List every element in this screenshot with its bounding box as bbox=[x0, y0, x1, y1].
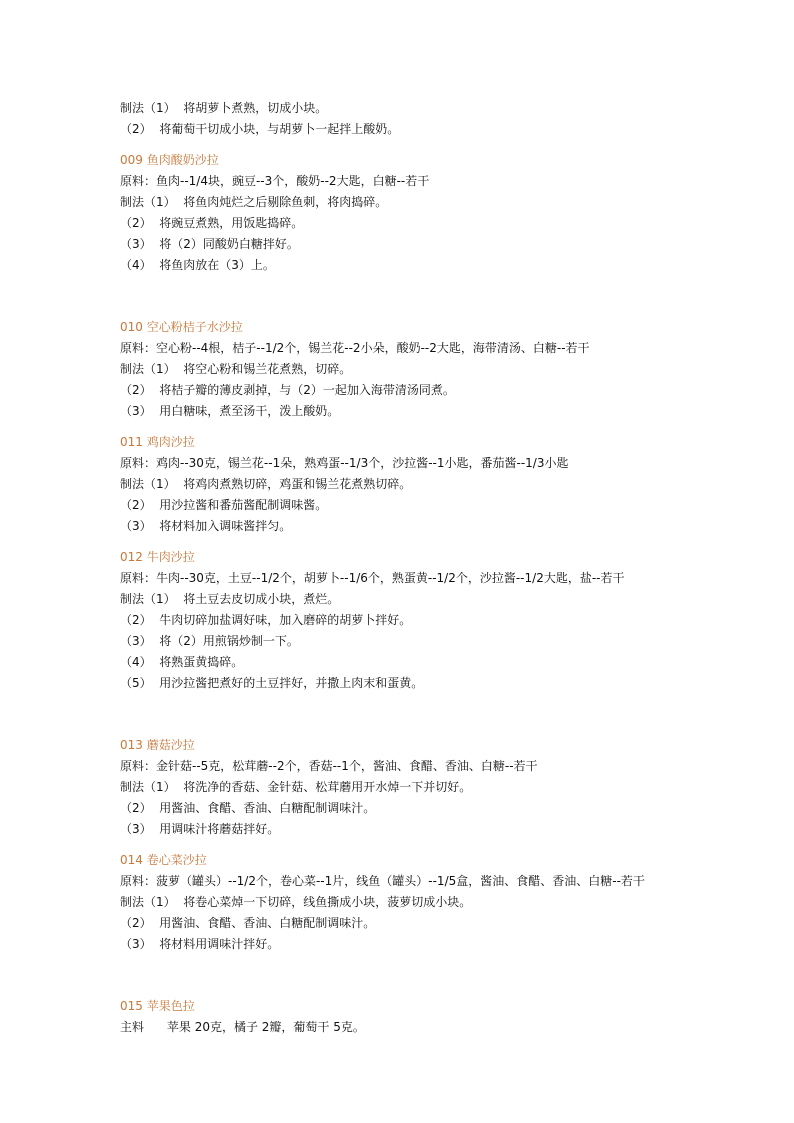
intro-line: （2） 将葡萄干切成小块，与胡萝卜一起拌上酸奶。 bbox=[120, 122, 400, 136]
recipe-013 bbox=[120, 735, 760, 840]
recipe-line: （2） 用酱油、食醋、香油、白糖配制调味汁。 bbox=[120, 916, 376, 930]
recipe-line: 制法（1） 将洗净的香菇、金针菇、松茸蘑用开水焯一下并切好。 bbox=[120, 780, 472, 794]
recipe-line: （2） 用沙拉酱和番茄酱配制调味酱。 bbox=[120, 498, 328, 512]
recipe-line: （3） 用白糖味，煮至汤干，泼上酸奶。 bbox=[120, 404, 340, 418]
recipe-line: 制法（1） 将鸡肉煮熟切碎，鸡蛋和锡兰花煮熟切碎。 bbox=[120, 477, 412, 491]
recipe-title: 012 牛肉沙拉 bbox=[120, 550, 195, 564]
recipe-014 bbox=[120, 850, 760, 955]
document-page bbox=[120, 98, 760, 1048]
spacer bbox=[120, 704, 760, 735]
recipe-line: 制法（1） 将卷心菜焯一下切碎，线鱼撕成小块，菠萝切成小块。 bbox=[120, 895, 472, 909]
recipe-line: （4） 将鱼肉放在（3）上。 bbox=[120, 258, 275, 272]
intro-line: 制法（1） 将胡萝卜煮熟，切成小块。 bbox=[120, 101, 328, 115]
recipe-line: （5） 用沙拉酱把煮好的土豆拌好，并撒上肉末和蛋黄。 bbox=[120, 676, 424, 690]
intro-block bbox=[120, 98, 760, 140]
recipe-line: 原料：鱼肉--1/4块，豌豆--3个，酸奶--2大匙，白糖--若干 bbox=[120, 174, 430, 188]
recipe-009 bbox=[120, 150, 760, 276]
recipe-010 bbox=[120, 317, 760, 422]
recipe-line: （2） 牛肉切碎加盐调好味，加入磨碎的胡萝卜拌好。 bbox=[120, 613, 412, 627]
recipe-line: （3） 将（2）用煎锅炒制一下。 bbox=[120, 634, 299, 648]
recipe-line: （4） 将熟蛋黄捣碎。 bbox=[120, 655, 244, 669]
recipe-line: 制法（1） 将鱼肉炖烂之后剔除鱼刺，将肉捣碎。 bbox=[120, 195, 388, 209]
recipe-015 bbox=[120, 996, 760, 1038]
recipe-line: （3） 用调味汁将蘑菇拌好。 bbox=[120, 822, 280, 836]
recipe-line: 原料：菠萝（罐头）--1/2个，卷心菜--1片，线鱼（罐头）--1/5盒，酱油、食醋、香油、白糖--若干 bbox=[120, 874, 645, 888]
recipe-title: 013 蘑菇沙拉 bbox=[120, 738, 195, 752]
recipe-line: （3） 将（2）同酸奶白糖拌好。 bbox=[120, 237, 299, 251]
recipe-title: 009 鱼肉酸奶沙拉 bbox=[120, 153, 219, 167]
recipe-line: 制法（1） 将空心粉和锡兰花煮熟，切碎。 bbox=[120, 362, 352, 376]
recipe-line: 制法（1） 将土豆去皮切成小块，煮烂。 bbox=[120, 592, 340, 606]
recipe-line: （3） 将材料用调味汁拌好。 bbox=[120, 937, 280, 951]
recipe-line: （2） 将豌豆煮熟，用饭匙捣碎。 bbox=[120, 216, 304, 230]
recipe-line: （2） 将桔子瓣的薄皮剥掉，与（2）一起加入海带清汤同煮。 bbox=[120, 383, 455, 397]
recipe-line: 主料 苹果 20克，橘子 2瓣，葡萄干 5克。 bbox=[120, 1020, 365, 1034]
recipe-title: 015 苹果色拉 bbox=[120, 999, 195, 1013]
recipe-line: （2） 用酱油、食醋、香油、白糖配制调味汁。 bbox=[120, 801, 376, 815]
recipe-line: 原料：牛肉--30克，土豆--1/2个，胡萝卜--1/6个，熟蛋黄--1/2个，沙拉酱--1/2大匙，盐--若干 bbox=[120, 571, 625, 585]
recipe-title: 011 鸡肉沙拉 bbox=[120, 435, 195, 449]
recipe-line: 原料：鸡肉--30克，锡兰花--1朵，熟鸡蛋--1/3个，沙拉酱--1小匙，番茄酱--1/3小匙 bbox=[120, 456, 569, 470]
recipe-title: 014 卷心菜沙拉 bbox=[120, 853, 207, 867]
recipe-012 bbox=[120, 547, 760, 694]
recipe-011 bbox=[120, 432, 760, 537]
recipe-line: 原料：空心粉--4根，桔子--1/2个，锡兰花--2小朵，酸奶--2大匙，海带清汤、白糖--若干 bbox=[120, 341, 590, 355]
recipe-title: 010 空心粉桔子水沙拉 bbox=[120, 320, 243, 334]
recipe-line: （3） 将材料加入调味酱拌匀。 bbox=[120, 519, 292, 533]
spacer bbox=[120, 965, 760, 996]
spacer bbox=[120, 286, 760, 317]
recipe-line: 原料：金针菇--5克，松茸蘑--2个，香菇--1个，酱油、食醋、香油、白糖--若干 bbox=[120, 759, 538, 773]
